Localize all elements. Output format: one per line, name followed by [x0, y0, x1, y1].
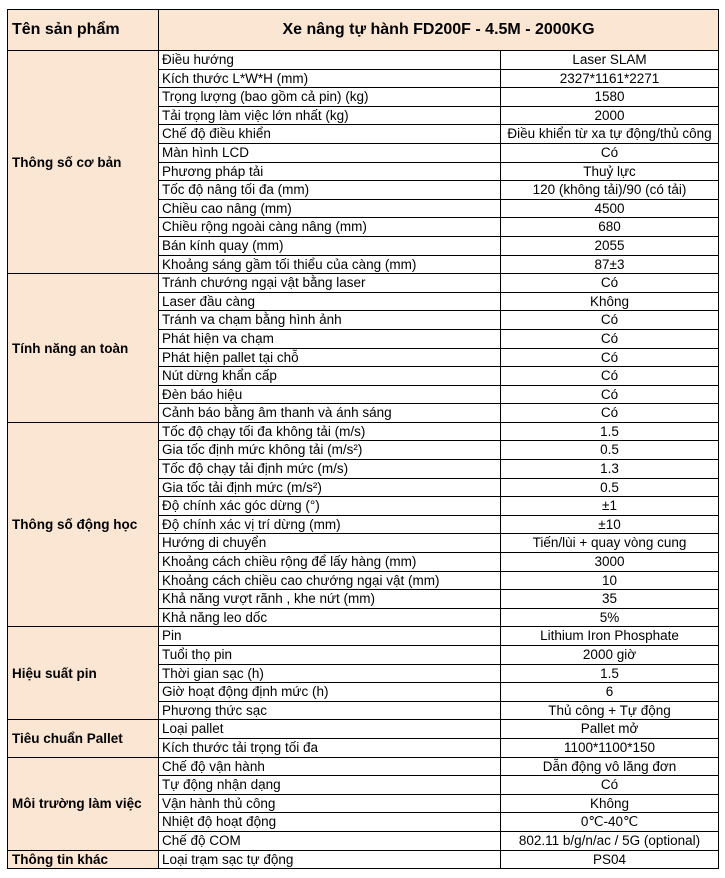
spec-name: Nút dừng khẩn cấp	[159, 367, 501, 386]
spec-value: 4500	[501, 199, 719, 218]
spec-value: 0.5	[501, 441, 719, 460]
spec-name: Độ chính xác vị trí dừng (mm)	[159, 515, 501, 534]
spec-name: Phương thức sạc	[159, 701, 501, 720]
spec-name: Khoảng cách chiều rộng để lấy hàng (mm)	[159, 553, 501, 572]
spec-name: Tránh va chạm bằng hình ảnh	[159, 311, 501, 330]
spec-name: Tốc độ nâng tối đa (mm)	[159, 181, 501, 200]
spec-name: Điều hướng	[159, 51, 501, 70]
table-row	[8, 51, 719, 70]
spec-name: Khả năng leo dốc	[159, 608, 501, 627]
spec-value: Điều khiển từ xa tự động/thủ công	[501, 125, 719, 144]
spec-value: Có	[501, 329, 719, 348]
spec-name: Phát hiện va chạm	[159, 329, 501, 348]
spec-name: Màn hình LCD	[159, 143, 501, 162]
spec-value: Thuỷ lực	[501, 162, 719, 181]
spec-value: 1.5	[501, 422, 719, 441]
table-header	[8, 10, 719, 51]
spec-value: 2327*1161*2271	[501, 69, 719, 88]
product-name-header: Tên sản phẩm	[8, 10, 159, 51]
spec-name: Tốc độ chạy tải định mức (m/s)	[159, 460, 501, 479]
spec-value: 802.11 b/g/n/ac / 5G (optional)	[501, 831, 719, 850]
spec-name: Đèn báo hiệu	[159, 385, 501, 404]
table-row	[8, 627, 719, 646]
spec-value: 5%	[501, 608, 719, 627]
spec-value: Có	[501, 274, 719, 293]
spec-value: Thủ công + Tự động	[501, 701, 719, 720]
spec-value: Có	[501, 776, 719, 795]
spec-value: 1100*1100*150	[501, 738, 719, 757]
spec-name: Gia tốc tải định mức (m/s²)	[159, 478, 501, 497]
spec-value: Dẫn động vô lăng đơn	[501, 757, 719, 776]
spec-name: Khả năng vượt rãnh , khe nứt (mm)	[159, 590, 501, 609]
spec-name: Laser đầu càng	[159, 292, 501, 311]
table-row	[8, 757, 719, 776]
spec-name: Chế độ vận hành	[159, 757, 501, 776]
spec-value: PS04	[501, 850, 719, 869]
spec-value: Có	[501, 143, 719, 162]
spec-name: Tránh chướng ngại vật bằng laser	[159, 274, 501, 293]
spec-value: 10	[501, 571, 719, 590]
spec-name: Chế độ điều khiển	[159, 125, 501, 144]
group-label: Thông số động học	[8, 422, 159, 627]
spec-value: Có	[501, 311, 719, 330]
spec-value: Không	[501, 292, 719, 311]
spec-name: Vận hành thủ công	[159, 794, 501, 813]
spec-value: 2000 giờ	[501, 646, 719, 665]
group-label: Hiệu suất pin	[8, 627, 159, 720]
spec-body	[8, 51, 719, 869]
spec-value: 3000	[501, 553, 719, 572]
group-label: Tiêu chuẩn Pallet	[8, 720, 159, 757]
spec-name: Trọng lượng (bao gồm cả pin) (kg)	[159, 88, 501, 107]
spec-name: Phương pháp tải	[159, 162, 501, 181]
group-label: Tính năng an toàn	[8, 274, 159, 423]
spec-name: Giờ hoạt động định mức (h)	[159, 683, 501, 702]
spec-name: Tuổi thọ pin	[159, 646, 501, 665]
spec-value: Có	[501, 348, 719, 367]
spec-value: 0℃-40℃	[501, 813, 719, 832]
spec-name: Phát hiện pallet tại chỗ	[159, 348, 501, 367]
spec-value: Có	[501, 404, 719, 423]
spec-value: Lithium Iron Phosphate	[501, 627, 719, 646]
spec-name: Loại pallet	[159, 720, 501, 739]
spec-value: 2055	[501, 236, 719, 255]
spec-value: Laser SLAM	[501, 51, 719, 70]
spec-name: Tốc độ chạy tối đa không tải (m/s)	[159, 422, 501, 441]
spec-table	[7, 9, 719, 869]
spec-name: Loại trạm sạc tự động	[159, 850, 501, 869]
spec-name: Độ chính xác góc dừng (°)	[159, 497, 501, 516]
spec-value: 120 (không tải)/90 (có tải)	[501, 181, 719, 200]
spec-name: Thời gian sạc (h)	[159, 664, 501, 683]
group-label: Thông số cơ bản	[8, 51, 159, 274]
spec-value: 1.3	[501, 460, 719, 479]
spec-name: Chiều rộng ngoài càng nâng (mm)	[159, 218, 501, 237]
spec-name: Nhiệt độ hoạt động	[159, 813, 501, 832]
product-title: Xe nâng tự hành FD200F - 4.5M - 2000KG	[159, 10, 719, 51]
spec-name: Bán kính quay (mm)	[159, 236, 501, 255]
spec-value: 1580	[501, 88, 719, 107]
spec-name: Gia tốc định mức không tải (m/s²)	[159, 441, 501, 460]
spec-value: 35	[501, 590, 719, 609]
spec-value: 0.5	[501, 478, 719, 497]
spec-value: Không	[501, 794, 719, 813]
spec-value: Tiến/lùi + quay vòng cung	[501, 534, 719, 553]
spec-value: 87±3	[501, 255, 719, 274]
spec-value: ±1	[501, 497, 719, 516]
spec-value: Có	[501, 385, 719, 404]
spec-name: Chế độ COM	[159, 831, 501, 850]
spec-name: Tự động nhận dạng	[159, 776, 501, 795]
spec-name: Khoảng sáng gầm tối thiểu của càng (mm)	[159, 255, 501, 274]
spec-value: 1.5	[501, 664, 719, 683]
group-label: Môi trường làm việc	[8, 757, 159, 850]
spec-name: Hướng di chuyển	[159, 534, 501, 553]
spec-value: 680	[501, 218, 719, 237]
table-row	[8, 422, 719, 441]
spec-name: Pin	[159, 627, 501, 646]
table-row	[8, 274, 719, 293]
spec-name: Kích thước tải trọng tối đa	[159, 738, 501, 757]
spec-name: Cảnh báo bằng âm thanh và ánh sáng	[159, 404, 501, 423]
spec-value: 6	[501, 683, 719, 702]
table-row	[8, 720, 719, 739]
group-label: Thông tin khác	[8, 850, 159, 869]
spec-name: Kích thước L*W*H (mm)	[159, 69, 501, 88]
spec-name: Khoảng cách chiều cao chướng ngại vật (mm)	[159, 571, 501, 590]
spec-name: Chiều cao nâng (mm)	[159, 199, 501, 218]
spec-value: ±10	[501, 515, 719, 534]
spec-value: Pallet mở	[501, 720, 719, 739]
spec-name: Tải trọng làm việc lớn nhất (kg)	[159, 106, 501, 125]
spec-value: Có	[501, 367, 719, 386]
table-row	[8, 850, 719, 869]
spec-value: 2000	[501, 106, 719, 125]
